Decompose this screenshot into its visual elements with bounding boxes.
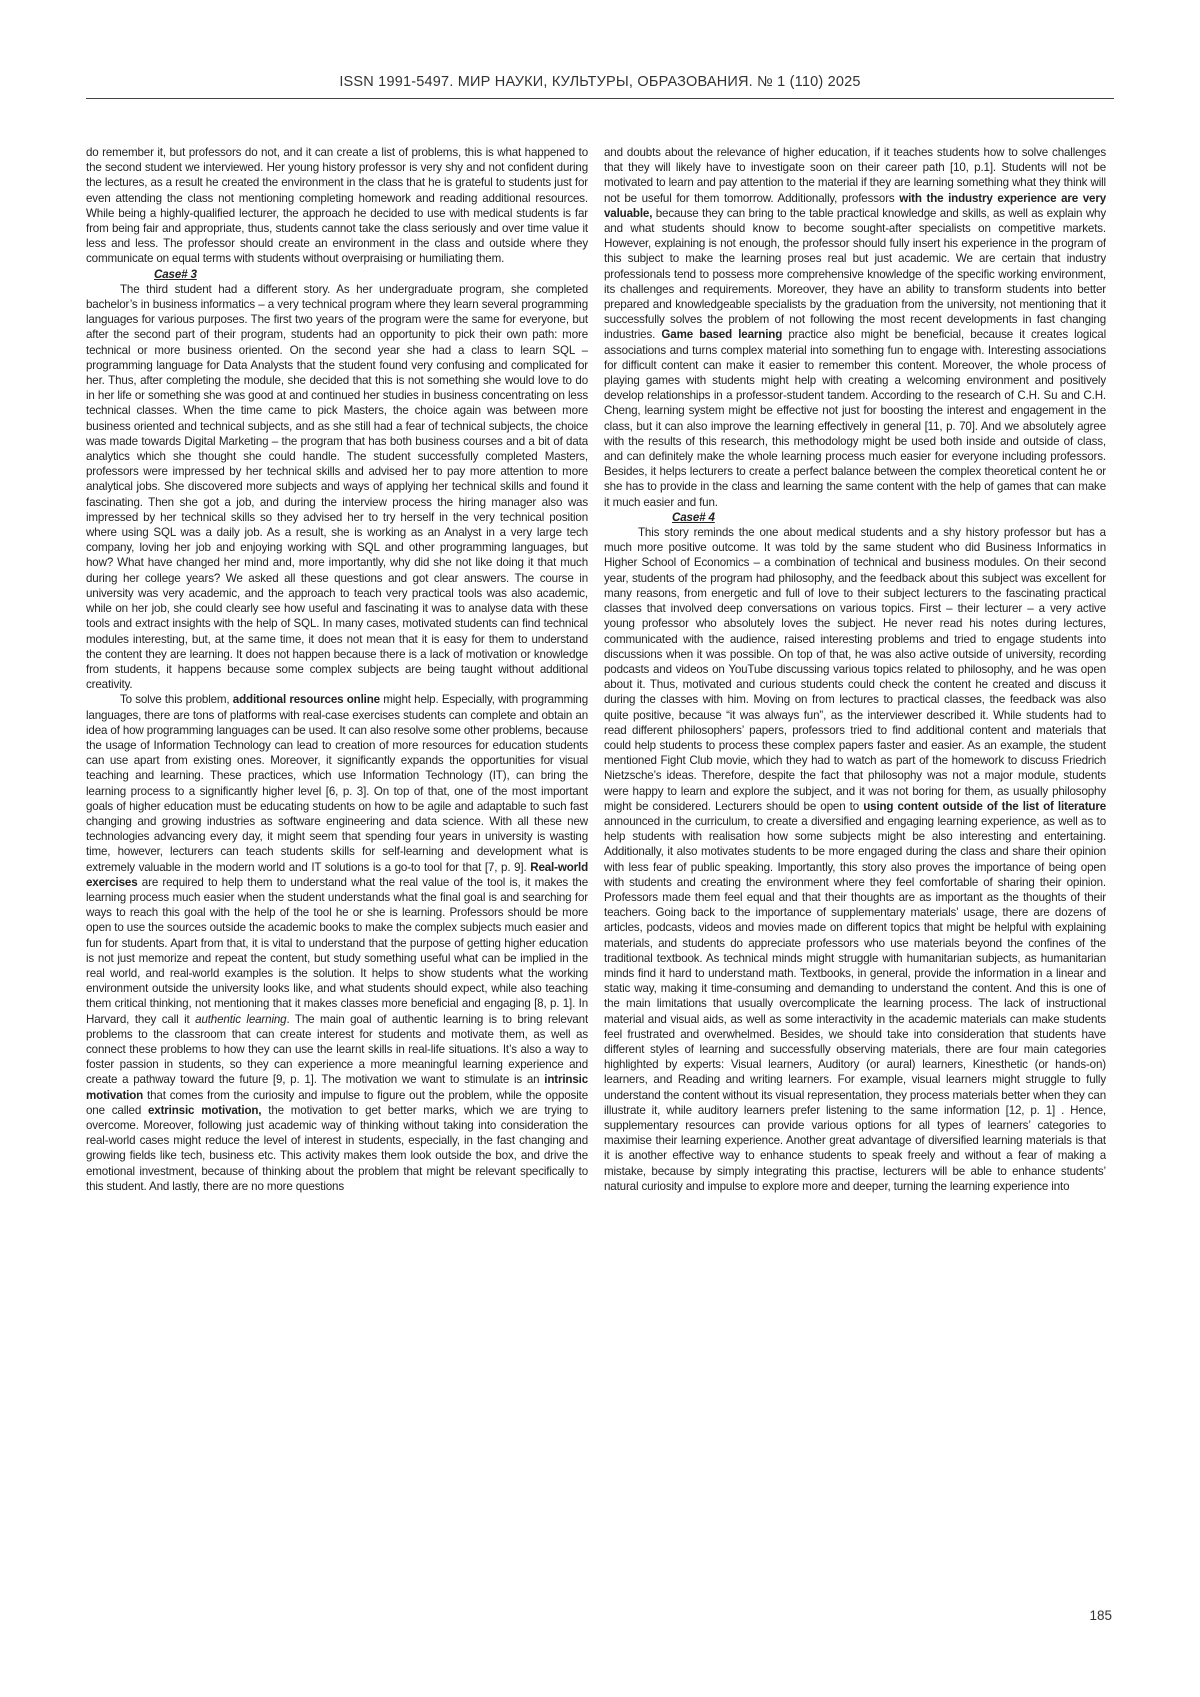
text-run: . The main goal of authentic learning is to bring relevant problems to the classroom that can create interest for students and motivate them, as well as connect these problems to how they can use the learnt skills in real-life situations. It’s also a way to foster passion in students, so they can experience a more meaningful learning experience and create a pathway toward the future [9, p. 1]. The motivation we want to stimulate is an <box>86 1013 588 1087</box>
text-run: are required to help them to understand what the real value of the tool is, it makes the learning process much easier when the student understands what the final goal is and searching for ways to reach this goal with the help of the tool he or she is learning. Professors should be more open to use the sources outside the academic books to make the complex subjects much easier and fun for students. Apart from that, it is vital to understand that the purpose of getting higher education is not just memorize and repeat the content, but study something useful what can be implied in the real world, and real-world examples is the solution. It helps to show students what the working environment outside the university looks like, and what students should expect, while also teaching them critical thinking, not mentioning that it makes classes more beneficial and engaging [8, p. 1]. In Harvard, they call it <box>86 876 588 1026</box>
text-run: because they can bring to the table practical knowledge and skills, as well as explain why and what students should know to become sought-after specialists on competitive markets. However, explaining is not enough, the professor should fully insert his experience in the program of this subject to make the learning proses real but just academic. We are certain that industry professionals tend to possess more comprehensive knowledge of the specific working environment, its challenges and requirements. Moreover, they have an ability to transform students into better prepared and knowledgeable specialists by the graduation from the university, not mentioning that it successfully solves the problem of not following the most recent developments in fast changing industries. <box>604 207 1106 342</box>
left-column <box>86 145 588 1570</box>
text-run: announced in the curriculum, to create a diversified and engaging learning experience, as well as to help students with realisation how some subjects might be also interesting and entertaining. Additionally, it also motivates students to be more engaged during the class and share their opinion with less fear of public speaking. Importantly, this story also proves the importance of being open with students and creating the environment where they feel comfortable of sharing their opinion. Professors made them feel equal and that their thoughts are as important as the thoughts of their teachers. Going back to the importance of supplementary materials’ usage, there are dozens of articles, podcasts, videos and movies made on different topics that might be helpful with explaining materials, and students do appreciate professors who use materials beyond the confines of the traditional textbook. As technical minds might struggle with humanitarian subjects, as humanitarian minds find it hard to understand math. Textbooks, in general, provide the information in a linear and static way, making it time-consuming and demanding to understand the content. And this is one of the main limitations that usually overcomplicate the learning process. The lack of instructional material and visual aids, as well as some interactivity in the academic materials can make students feel frustrated and overwhelmed. Besides, we should take into consideration that students have different styles of learning and successfully observing materials, there are four main categories highlighted by experts: Visual learners, Auditory (or aural) learners, Kinesthetic (or hands-on) learners, and Reading and writing learners. For example, visual learners might struggle to fully understand the content without its visual representation, they process materials better when they can illustrate it, while auditory learners prefer listening to the same information [12, p. 1] . Hence, supplementary resources can provide various options for all types of learners’ categories to maximise their learning experience. Another great advantage of diversified learning materials is that it is another effective way to enhance students to speak freely and without a fear of making a mistake, because by simply integrating this practise, lecturers will be able to enhance students’ natural curiosity and impulse to explore more and deeper, turning the learning experience into <box>604 815 1106 1193</box>
bold-term-additional-resources: additional resources online <box>233 693 380 706</box>
right-paragraph-2 <box>604 525 1106 1194</box>
italic-term-authentic-learning: authentic learning <box>195 1013 286 1026</box>
bold-term-real-world-exercises: Real-world exercises <box>86 861 588 889</box>
bold-term-game-based-learning: Game based learning <box>661 328 782 341</box>
left-paragraph-3 <box>86 692 588 1194</box>
text-run: and doubts about the relevance of higher education, if it teaches students how to solve challenges that they will likely have to investigate soon on their career path [10, p.1]. Students will not be motivated to learn and pay attention to the material if they are learning something what they think will not be useful for them tomorrow. Additionally, professors <box>604 146 1106 205</box>
bold-term-intrinsic-motivation: intrinsic motivation <box>86 1073 588 1101</box>
text-run: practice also might be beneficial, because it creates logical associations and turns complex material into something fun to engage with. Interesting associations for difficult content can make it easier to remember this content. Moreover, the whole process of playing games with students might help with creating a welcoming environment and positively develop relationships in a professor-student tandem. According to the research of C.H. Su and C.H. Cheng, learning system might be effective not just for boosting the interest and engagement in the class, but it can also improve the learning effectively in general [11, p. 70]. And we absolutely agree with the results of this research, this methodology might be used both inside and outside of class, and can definitely make the whole learning process much easier for everyone including professors. Besides, it helps lecturers to create a perfect balance between the complex theoretical content he or she has to provide in the class and learning the same content with the help of games that can make it much easier and fun. <box>604 328 1106 508</box>
text-run: that comes from the curiosity and impulse to figure out the problem, while the opposite one called <box>86 1089 588 1117</box>
journal-page <box>0 0 1200 1697</box>
bold-term-content-outside-literature: using content outside of the list of literature <box>863 800 1106 813</box>
running-header: ISSN 1991-5497. МИР НАУКИ, КУЛЬТУРЫ, ОБРАЗОВАНИЯ. № 1 (110) 2025 <box>86 74 1114 90</box>
right-paragraph-1 <box>604 145 1106 510</box>
case-4-heading: Case# 4 <box>604 510 1106 525</box>
header-rule <box>86 98 1114 99</box>
bold-term-extrinsic-motivation: extrinsic motivation, <box>148 1104 261 1117</box>
right-column <box>604 145 1106 1570</box>
case-3-heading: Case# 3 <box>86 267 588 282</box>
bold-term-industry-experience: with the industry experience are very valuable, <box>604 192 1106 220</box>
text-run: might help. Especially, with programming languages, there are tons of platforms with real-case exercises students can complete and obtain an idea of how programming languages can be used. It can also resolve some other problems, because the usage of Information Technology can lead to creation of more resources for education students can use apart from existing ones. Moreover, it significantly expands the opportunities for visual teaching and learning. These practices, which use Information Technology (IT), can bring the learning process to a significantly higher level [6, p. 3]. On top of that, one of the most important goals of higher education must be educating students on how to be agile and adaptable to such fast changing and growing industries as software engineering and data science. With all these new technologies advancing every day, it might seem that spending four years in university is wasting time, however, lecturers can teach students skills for self-learning and development what is extremely valuable in the modern world and IT solutions is a go-to tool for that [7, p. 9]. <box>86 693 588 873</box>
text-run: This story reminds the one about medical students and a shy history professor but has a much more positive outcome. It was told by the same student who did Business Informatics in Higher School of Economics – a combination of technical and business modules. On their second year, students of the program had philosophy, and the feedback about this subject was excellent for many reasons, from energetic and full of love to their subject lecturers to the fascinating practical classes that involved deep conversations on various topics. First – their lecturer – a very active young professor who absolutely loves the subject. He never read his notes during lectures, communicated with the audience, raised interesting problems and tried to engage students into discussions when it was possible. On top of that, he was also active outside of university, recording podcasts and videos on YouTube discussing various topics related to philosophy, and he was open about it. Thus, motivated and curious students could check the content he created and discuss it during the classes with him. Moving on from lectures to practical classes, the feedback was also quite positive, because “it was always fun”, as the interviewer described it. While students had to read different philosophers’ papers, professors tried to find additional content and materials that could help students to process these complex papers faster and easier. As an example, the student mentioned Fight Club movie, which they had to watch as part of the homework to discuss Friedrich Nietzsche’s ideas. Therefore, despite the fact that philosophy was not a major module, students were happy to learn and explore the subject, and it was not boring for them, as usually philosophy might be considered. Lecturers should be open to <box>604 526 1106 813</box>
text-run: the motivation to get better marks, which we are trying to overcome. Moreover, following just academic way of thinking without taking into consideration the real-world cases might reduce the level of interest in students, especially, in the fast changing and growing fields like tech, business etc. This activity makes them look outside the box, and drive the emotional investment, because of thinking about the problem that might be relevant specifically to this student. And lastly, there are no more questions <box>86 1104 588 1193</box>
page-number: 185 <box>1089 1608 1112 1623</box>
left-paragraph-1: do remember it, but professors do not, and it can create a list of problems, this is what happened to the second student we interviewed. Her young history professor is very shy and not confident during the lectures, as a result he created the environment in the class that he is grateful to students just for even attending the class not mentioning completing homework and reading additional resources. While being a highly-qualified lecturer, the approach he decided to use with medical students is far from being fair and appropriate, thus, students cannot take the class seriously and over time value it less and less. The professor should create an environment in the class and outside where they communicate on equal terms with students without overpraising or humiliating them. <box>86 145 588 267</box>
left-paragraph-2: The third student had a different story. As her undergraduate program, she completed bachelor’s in business informatics – a very technical program where they learn several programming languages for various purposes. The first two years of the program were the same for everyone, but after the second part of their program, students had an opportunity to pick their own path: more technical or more business oriented. On the second year she had a class to learn SQL – programming language for Data Analysts that the student found very confusing and complicated for her. Thus, after completing the module, she decided that this is not something she would love to do in her life or something she was good at and continued her studies in business concentrating on less technical classes. When the time came to pick Masters, the choice again was between more business oriented and technical subjects, and as she still had a fear of technical subjects, the choice was made towards Digital Marketing – the program that has both business courses and a bit of data analytics which she thought she could handle. The student successfully completed Masters, professors were impressed by her technical skills and advised her to pay more attention to more analytical jobs. She discovered more subjects and ways of applying her technical skills and found it fascinating. Then she got a job, and during the interview process the hiring manager also was impressed by her technical skills so they advised her to try herself in the very technical position where using SQL was a daily job. As a result, she is working as an Analyst in a very large tech company, loving her job and enjoying working with SQL and other programming languages, but how? What have changed her mind and, more importantly, why did she not like doing it that much during her college years? We asked all these questions and got clear answers. The course in university was very academic, and the approach to teach very practical tools was also academic, while on her job, she could clearly see how useful and fascinating it was to analyse data with these tools and extract insights with the help of SQL. In many cases, motivated students can find technical modules interesting, but, at the same time, it does not mean that it is easy for them to understand the content they are learning. It does not happen because there is a lack of motivation or knowledge from students, it happens because some complex subjects are being taught without additional creativity. <box>86 282 588 692</box>
text-run: To solve this problem, <box>120 693 233 706</box>
